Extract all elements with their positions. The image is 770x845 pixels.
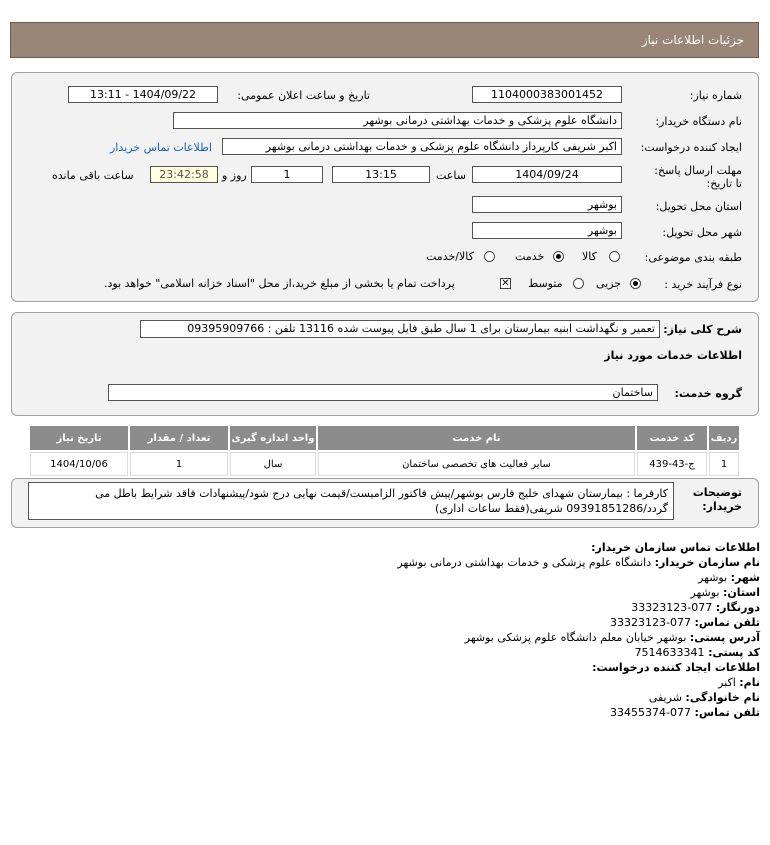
announce-label: تاریخ و ساعت اعلان عمومی: <box>237 89 370 102</box>
buyer-org-field[interactable]: دانشگاه علوم پزشکی و خدمات بهداشتی درمانی بوشهر <box>173 112 622 129</box>
need-info-panel <box>11 72 759 302</box>
cell-unit: سال <box>230 452 316 476</box>
category-option-both: کالا/خدمت <box>426 250 474 263</box>
deadline-time-field[interactable]: 13:15 <box>332 166 430 183</box>
page-header <box>10 22 759 58</box>
treasury-checkbox[interactable]: ✕ <box>501 278 510 289</box>
process-label: نوع فرآیند خرید : <box>664 278 742 291</box>
category-radio-goods[interactable] <box>609 251 620 262</box>
province-label: استان محل تحویل: <box>655 200 742 213</box>
services-title: اطلاعات خدمات مورد نیاز <box>604 349 742 362</box>
summary-label: شرح کلی نیاز: <box>663 323 742 336</box>
cell-code: ج-43-439 <box>637 452 707 476</box>
page-title: جزئیات اطلاعات نیاز <box>641 33 744 47</box>
need-number-label: شماره نیاز: <box>689 89 742 102</box>
contact-phone: تلفن تماس: 077-33323123 <box>610 616 760 629</box>
category-radio-service[interactable] <box>553 251 564 262</box>
payment-note: پرداخت تمام یا بخشی از مبلغ خرید،از محل "اسناد خزانه اسلامی" خواهد بود. <box>104 277 455 290</box>
province-field[interactable]: بوشهر <box>472 196 622 213</box>
creator-name: نام: اکبر <box>718 676 760 689</box>
announce-field[interactable]: 1404/09/22 - 13:11 <box>68 86 218 103</box>
table-header-row <box>30 426 739 450</box>
table-row[interactable] <box>30 452 739 476</box>
cell-row: 1 <box>709 452 739 476</box>
buyer-org-label: نام دستگاه خریدار: <box>655 115 742 128</box>
remaining-time-field: 23:42:58 <box>150 166 218 183</box>
remaining-time-label: ساعت باقی مانده <box>52 169 134 182</box>
col-unit: واحد اندازه گیری <box>230 426 316 450</box>
deadline-label: مهلت ارسال پاسخ: تا تاریخ: <box>654 164 742 190</box>
notes-text: کارفرما : بیمارستان شهدای خلیج فارس بوشهر/پیش فاکتور الزامیست/قیمت نهایی درج شود/پیشنهادات فاقد شرایط باطل می گردد/09391851286 شریفی(فقط ساعات اداری) <box>28 482 674 520</box>
contact-postal: کد پستی: 7514633341 <box>634 646 760 659</box>
cell-quantity: 1 <box>130 452 228 476</box>
creator-phone: تلفن تماس: 077-33455374 <box>610 706 760 719</box>
col-name: نام خدمت <box>318 426 635 450</box>
days-field[interactable]: 1 <box>251 166 323 183</box>
process-option-medium: متوسط <box>528 277 563 290</box>
category-label: طبقه بندی موضوعی: <box>644 251 742 264</box>
cell-date: 1404/10/06 <box>30 452 128 476</box>
col-date: تاریخ نیاز <box>30 426 128 450</box>
summary-field[interactable]: تعمیر و نگهداشت ابنیه بیمارستان برای 1 سال طبق فایل پیوست شده 13116 تلفن : 09395909766 <box>140 320 660 338</box>
notes-label: توضیحات خریدار: <box>692 486 742 513</box>
service-group-label: گروه خدمت: <box>674 387 742 400</box>
need-number-field[interactable]: 1104000383001452 <box>472 86 622 103</box>
buyer-contact-link[interactable]: اطلاعات تماس خریدار <box>110 141 212 154</box>
services-table <box>28 424 741 478</box>
category-option-goods: کالا <box>582 250 597 263</box>
col-quantity: تعداد / مقدار <box>130 426 228 450</box>
city-field[interactable]: بوشهر <box>472 222 622 239</box>
days-label: روز و <box>222 169 247 182</box>
process-radio-minor[interactable] <box>630 278 641 289</box>
category-option-service: خدمت <box>515 250 545 263</box>
creator-field[interactable]: اکبر شریفی کارپرداز دانشگاه علوم پزشکی و خدمات بهداشتی درمانی بوشهر <box>222 138 622 155</box>
contact-city: شهر: بوشهر <box>698 571 760 584</box>
process-option-minor: جزیی <box>596 277 622 290</box>
deadline-time-label: ساعت <box>436 169 466 182</box>
contact-fax: دورنگار: 077-33323123 <box>631 601 760 614</box>
contact-address: آدرس پستی: بوشهر خیابان معلم دانشگاه علوم پزشکی بوشهر <box>464 631 760 644</box>
col-row: ردیف <box>709 426 739 450</box>
contact-org: نام سازمان خریدار: دانشگاه علوم پزشکی و خدمات بهداشتی درمانی بوشهر <box>397 556 760 569</box>
contact-province: استان: بوشهر <box>690 586 760 599</box>
creator-family: نام خانوادگی: شریفی <box>648 691 760 704</box>
creator-title: اطلاعات ایجاد کننده درخواست: <box>592 661 760 674</box>
deadline-date-field[interactable]: 1404/09/24 <box>472 166 622 183</box>
category-radio-both[interactable] <box>484 251 495 262</box>
process-radio-medium[interactable] <box>573 278 584 289</box>
col-code: کد خدمت <box>637 426 707 450</box>
service-group-field[interactable]: ساختمان <box>108 384 658 401</box>
creator-label: ایجاد کننده درخواست: <box>640 141 742 154</box>
city-label: شهر محل تحویل: <box>662 226 742 239</box>
cell-name: سایر فعالیت های تخصصی ساختمان <box>318 452 635 476</box>
contact-title: اطلاعات تماس سازمان خریدار: <box>591 541 760 554</box>
